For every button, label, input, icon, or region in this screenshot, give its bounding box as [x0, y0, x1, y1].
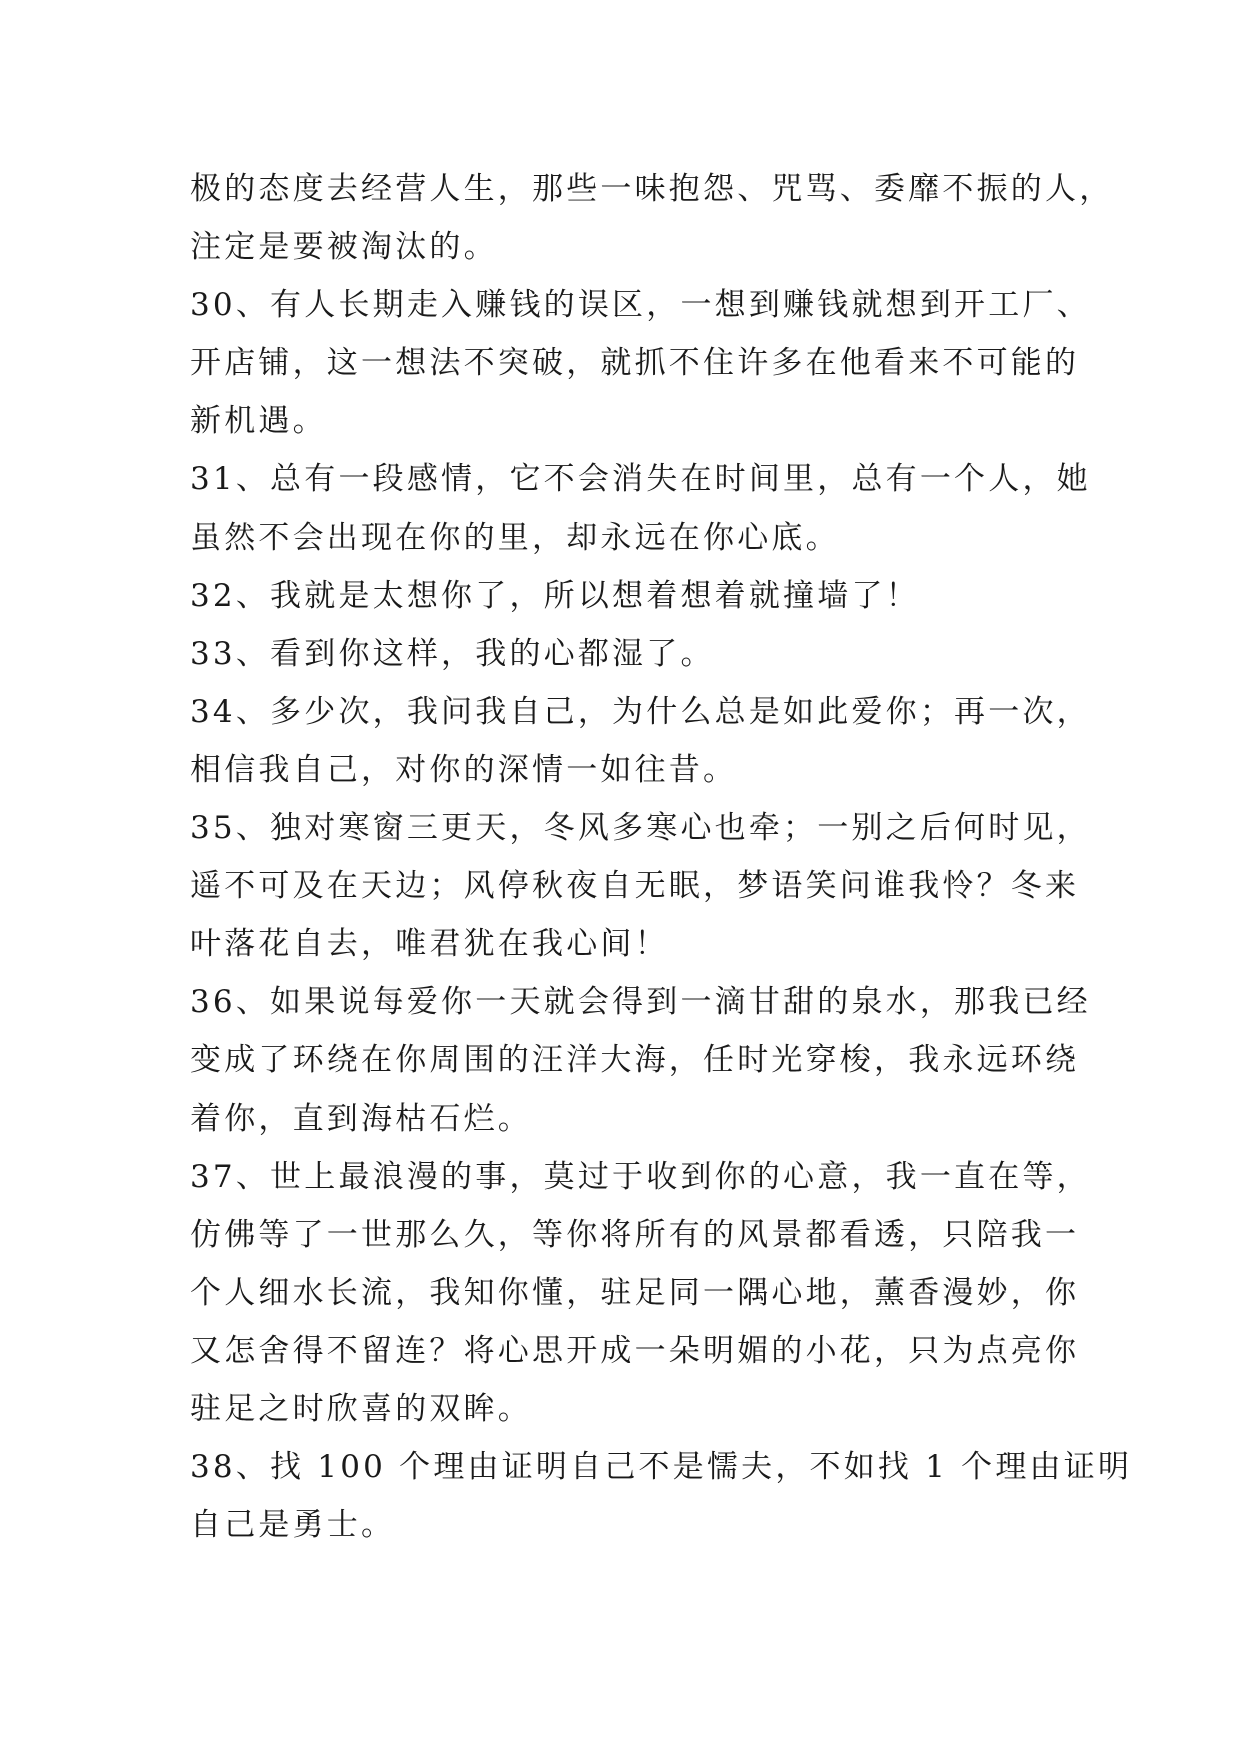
- text-line: 仿佛等了一世那么久，等你将所有的风景都看透，只陪我一: [190, 1216, 1080, 1253]
- text-line: 驻足之时欣喜的双眸。: [190, 1390, 532, 1427]
- document-body: [190, 160, 1133, 1554]
- text-line: 35、独对寒窗三更天，冬风多寒心也牵；一别之后何时见，: [190, 810, 1091, 847]
- text-line: 遥不可及在天边；风停秋夜自无眠，梦语笑问谁我怜？冬来: [190, 868, 1080, 905]
- text-line: 36、如果说每爱你一天就会得到一滴甘甜的泉水，那我已经: [190, 984, 1091, 1021]
- text-line: 又怎舍得不留连？将心思开成一朵明媚的小花，只为点亮你: [190, 1332, 1080, 1369]
- text-line: 着你，直到海枯石烂。: [190, 1100, 532, 1137]
- text-line: 新机遇。: [190, 403, 327, 440]
- text-line: 变成了环绕在你周围的汪洋大海，任时光穿梭，我永远环绕: [190, 1042, 1080, 1079]
- text-line: 叶落花自去，唯君犹在我心间！: [190, 926, 669, 963]
- text-line: 虽然不会出现在你的里，却永远在你心底。: [190, 519, 840, 556]
- text-line: 自己是勇士。: [190, 1507, 396, 1544]
- text-line: 开店铺，这一想法不突破，就抓不住许多在他看来不可能的: [190, 345, 1080, 382]
- text-line: 37、世上最浪漫的事，莫过于收到你的心意，我一直在等，: [190, 1158, 1091, 1195]
- text-line: 个人细水长流，我知你懂，驻足同一隅心地，薰香漫妙，你: [190, 1274, 1080, 1311]
- text-line: 33、看到你这样，我的心都湿了。: [190, 635, 715, 672]
- text-line: 32、我就是太想你了，所以想着想着就撞墙了！: [190, 577, 920, 614]
- text-line: 31、总有一段感情，它不会消失在时间里，总有一个人，她: [190, 461, 1091, 498]
- text-line: 注定是要被淘汰的。: [190, 229, 498, 266]
- text-line: 30、有人长期走入赚钱的误区，一想到赚钱就想到开工厂、: [190, 287, 1091, 324]
- text-line: 相信我自己，对你的深情一如往昔。: [190, 751, 738, 788]
- text-line: 38、找 100 个理由证明自己不是懦夫，不如找 1 个理由证明: [190, 1449, 1133, 1486]
- text-line: 34、多少次，我问我自己，为什么总是如此爱你；再一次，: [190, 693, 1091, 730]
- text-line: 极的态度去经营人生，那些一味抱怨、咒骂、委靡不振的人，: [190, 171, 1114, 207]
